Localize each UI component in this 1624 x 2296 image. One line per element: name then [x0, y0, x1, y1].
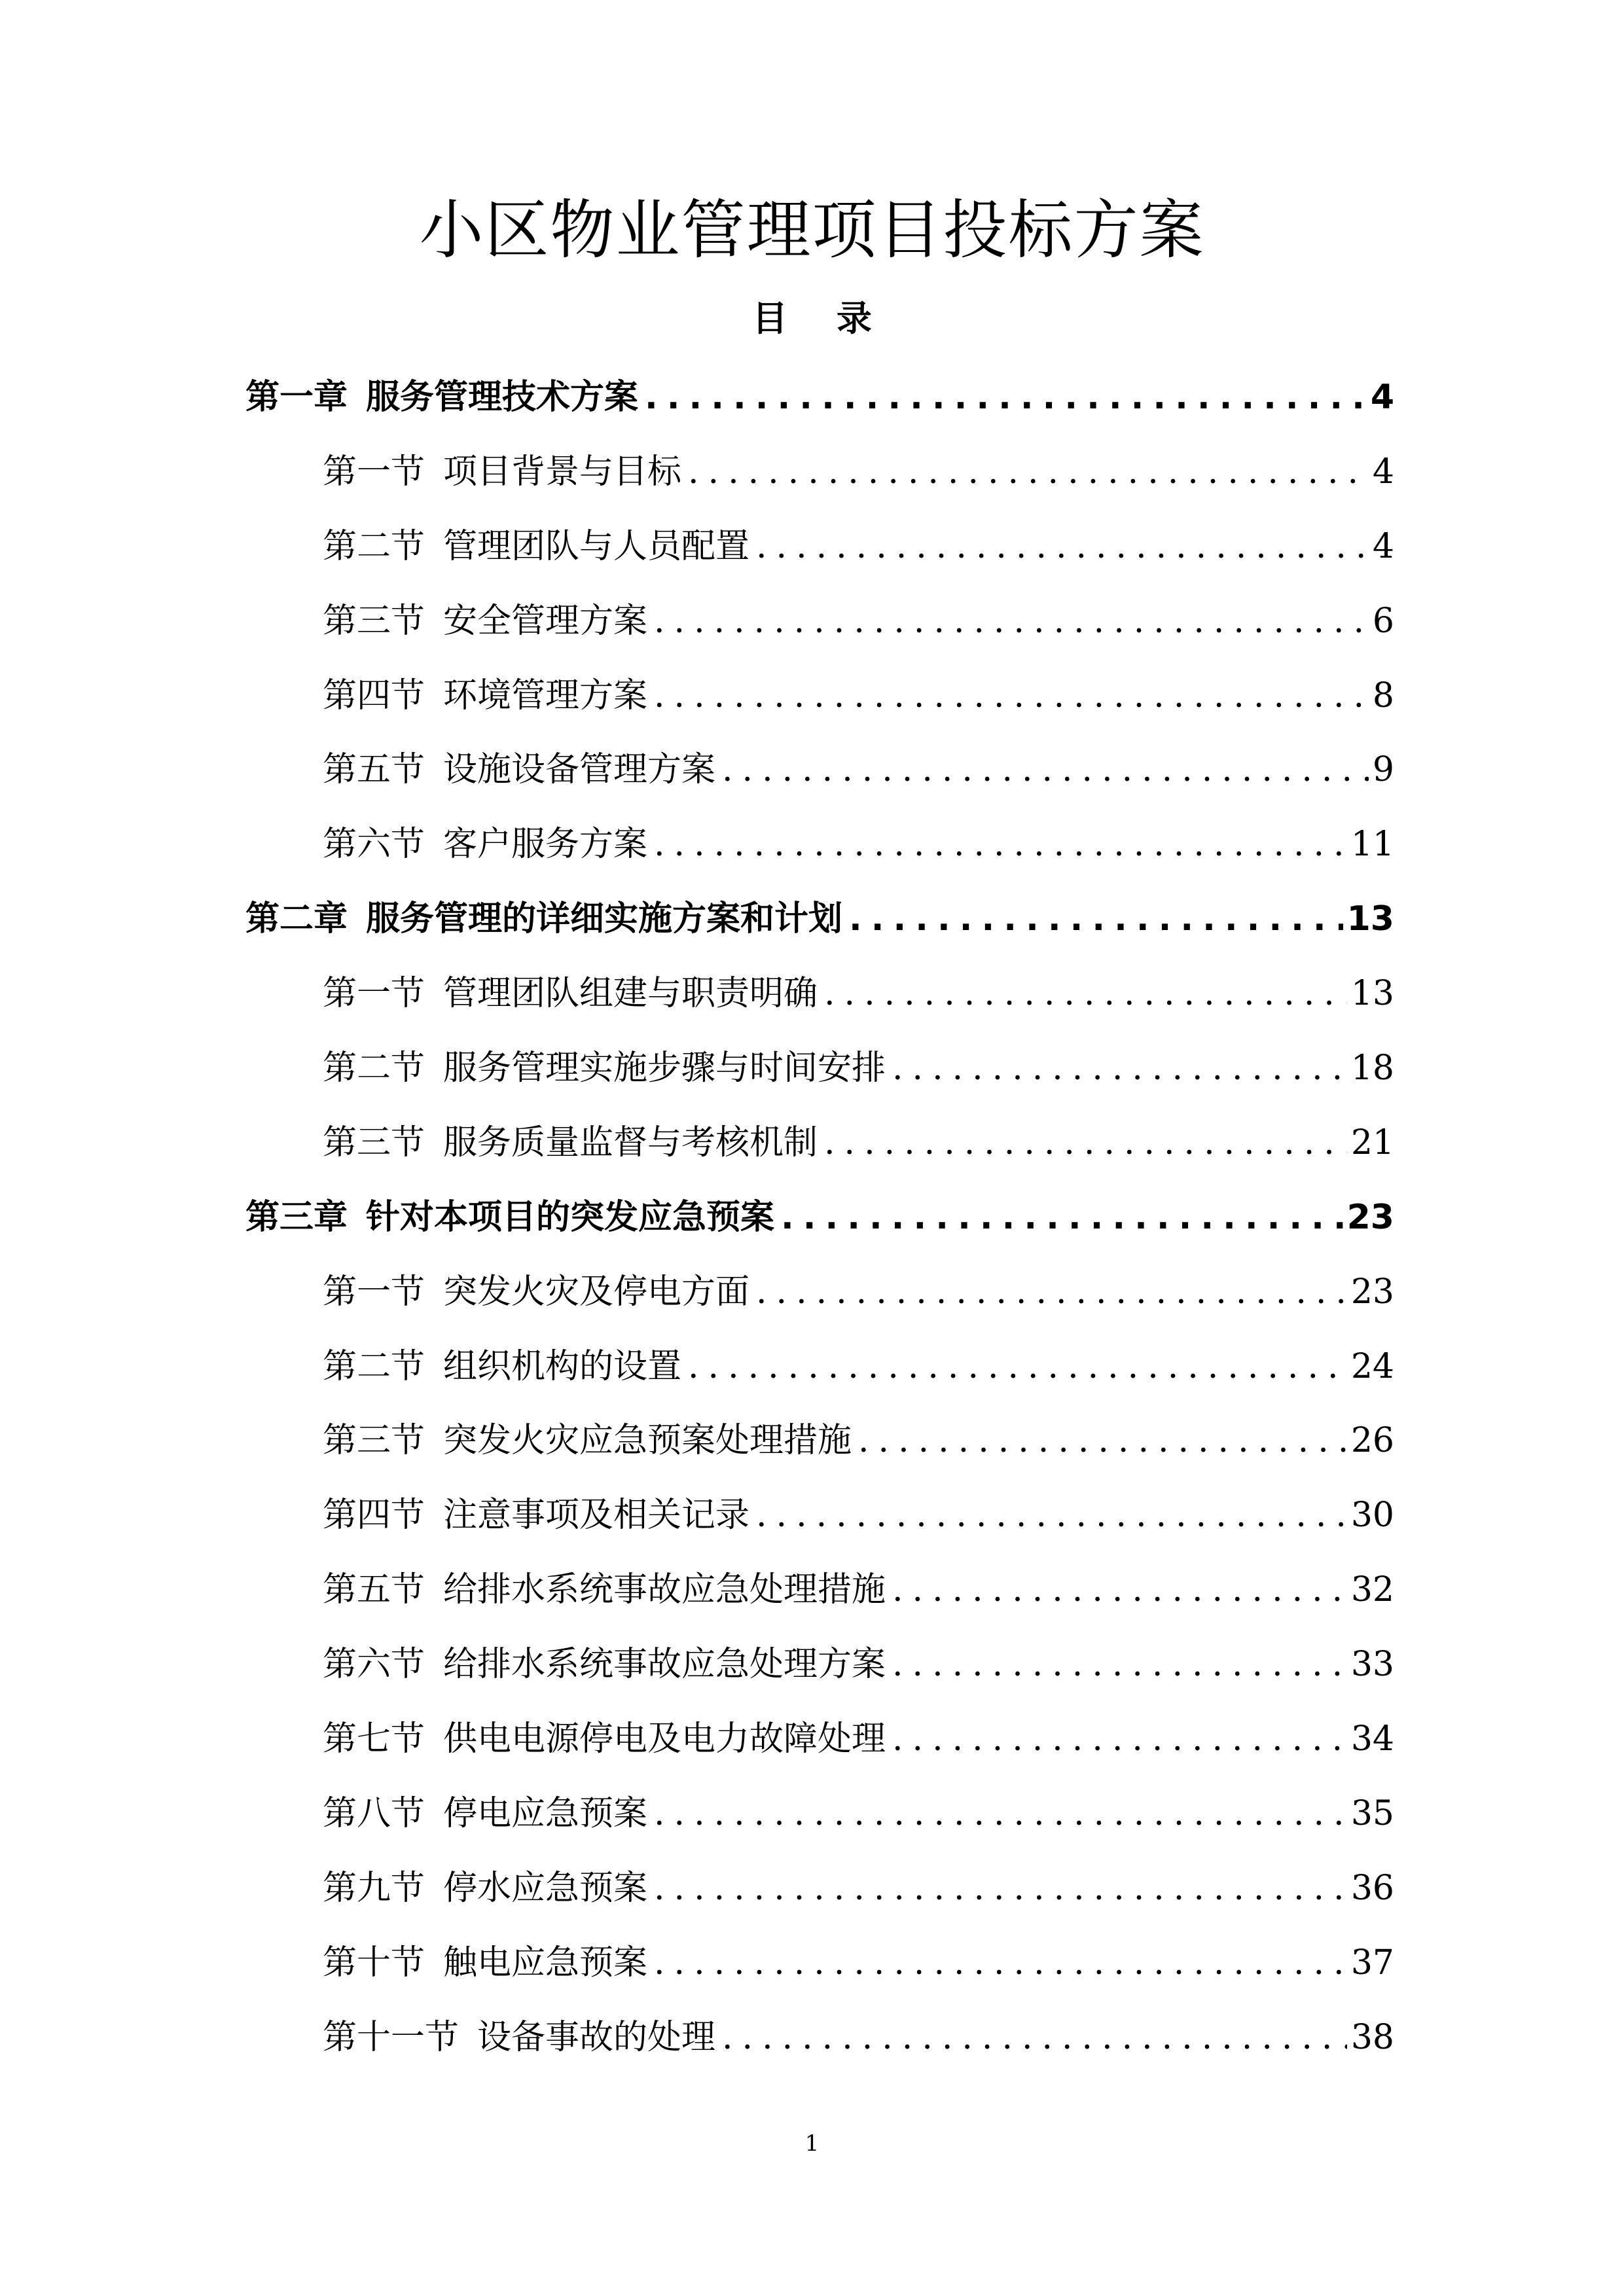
- toc-section-entry[interactable]: [245, 516, 1394, 590]
- toc-section-entry[interactable]: [245, 1484, 1394, 1559]
- toc-entry-number: 第七节: [323, 1719, 425, 1759]
- toc-entry-label: [323, 665, 647, 726]
- toc-entry-number: 第二节: [323, 1346, 425, 1386]
- toc-entry-page: 23: [1350, 1272, 1394, 1312]
- toc-dot-leader: [756, 1484, 1347, 1546]
- toc-chapter-entry[interactable]: [245, 367, 1394, 441]
- toc-section-entry[interactable]: [245, 1559, 1394, 1634]
- toc-entry-title: 服务管理技术方案: [366, 378, 639, 417]
- toc-entry-title: 管理团队组建与职责明确: [443, 974, 818, 1014]
- toc-entry-label: [323, 1559, 886, 1621]
- toc-entry-title: 组织机构的设置: [443, 1346, 682, 1386]
- toc-entry-label: [323, 1708, 886, 1770]
- toc-section-entry[interactable]: [245, 1037, 1394, 1112]
- toc-entry-label: [323, 1932, 647, 1994]
- toc-entry-page: 4: [1370, 378, 1394, 417]
- toc-entry-label: [323, 1336, 681, 1397]
- toc-entry-page: 38: [1350, 2017, 1394, 2057]
- toc-entry-label: [323, 1037, 886, 1099]
- toc-heading: 目 录: [752, 298, 890, 339]
- toc-entry-number: 第六节: [323, 825, 425, 865]
- toc-section-entry[interactable]: [245, 1783, 1394, 1857]
- toc-dot-leader: [892, 1559, 1347, 1621]
- document-title: 小区物业管理项目投标方案: [419, 193, 1205, 268]
- toc-entry-number: 第一章: [245, 378, 348, 417]
- toc-entry-page: 35: [1350, 1793, 1394, 1833]
- toc-entry-label: [323, 1634, 886, 1695]
- toc-entry-title: 供电电源停电及电力故障处理: [443, 1719, 886, 1759]
- toc-dot-leader: [654, 814, 1347, 875]
- toc-dot-leader: [645, 367, 1367, 428]
- toc-section-entry[interactable]: [245, 1410, 1394, 1484]
- toc-entry-page: 23: [1346, 1197, 1394, 1237]
- toc-entry-number: 第一节: [323, 452, 425, 492]
- toc-entry-title: 项目背景与目标: [443, 452, 682, 492]
- toc-entry-page: 4: [1372, 452, 1394, 492]
- toc-entry-title: 管理团队与人员配置: [443, 526, 750, 566]
- toc-dot-leader: [892, 1634, 1347, 1695]
- toc-entry-title: 突发火灾应急预案处理措施: [443, 1421, 852, 1461]
- toc-dot-leader: [892, 1037, 1347, 1099]
- toc-entry-page: 33: [1350, 1645, 1394, 1685]
- toc-section-entry[interactable]: [245, 814, 1394, 888]
- toc-entry-title: 给排水系统事故应急处理方案: [443, 1645, 886, 1685]
- toc-entry-page: 32: [1350, 1570, 1394, 1610]
- toc-dot-leader: [688, 441, 1369, 503]
- toc-entry-number: 第六节: [323, 1645, 425, 1685]
- toc-entry-label: [323, 441, 681, 503]
- toc-entry-number: 第一节: [323, 1272, 425, 1312]
- toc-entry-label: [323, 963, 818, 1024]
- toc-dot-leader: [688, 1336, 1347, 1397]
- toc-entry-label: [323, 1783, 647, 1844]
- toc-chapter-entry[interactable]: [245, 888, 1394, 963]
- toc-dot-leader: [824, 1112, 1347, 1174]
- toc-entry-page: 21: [1350, 1122, 1394, 1162]
- toc-chapter-entry[interactable]: [245, 1187, 1394, 1261]
- toc-section-entry[interactable]: [245, 441, 1394, 516]
- toc-entry-number: 第三节: [323, 1122, 425, 1162]
- toc-entry-page: 8: [1372, 675, 1394, 715]
- toc-dot-leader: [722, 2007, 1347, 2068]
- toc-entry-label: [245, 1187, 774, 1248]
- toc-section-entry[interactable]: [245, 2007, 1394, 2081]
- toc-entry-number: 第九节: [323, 1868, 425, 1908]
- toc-entry-page: 36: [1350, 1868, 1394, 1908]
- toc-entry-number: 第四节: [323, 675, 425, 715]
- toc-entry-label: [323, 814, 647, 875]
- toc-entry-page: 18: [1350, 1049, 1394, 1088]
- toc-entry-page: 6: [1372, 601, 1394, 641]
- toc-entry-number: 第一节: [323, 974, 425, 1014]
- toc-entry-page: 30: [1350, 1496, 1394, 1535]
- toc-dot-leader: [654, 590, 1369, 652]
- toc-dot-leader: [654, 1857, 1347, 1919]
- toc-entry-label: [323, 1857, 647, 1919]
- table-of-contents: [245, 367, 1394, 2081]
- toc-entry-page: 13: [1350, 974, 1394, 1014]
- toc-entry-title: 服务质量监督与考核机制: [443, 1122, 818, 1162]
- toc-entry-page: 26: [1350, 1421, 1394, 1461]
- toc-entry-title: 注意事项及相关记录: [443, 1496, 750, 1535]
- toc-dot-leader: [892, 1708, 1347, 1770]
- toc-entry-page: 11: [1350, 825, 1394, 865]
- toc-section-entry[interactable]: [245, 1336, 1394, 1410]
- toc-entry-title: 设备事故的处理: [477, 2017, 716, 2057]
- toc-entry-title: 针对本项目的突发应急预案: [366, 1197, 775, 1237]
- toc-entry-title: 设施设备管理方案: [443, 750, 716, 790]
- toc-entry-title: 客户服务方案: [443, 825, 648, 865]
- toc-section-entry[interactable]: [245, 1112, 1394, 1187]
- toc-section-entry[interactable]: [245, 590, 1394, 665]
- toc-entry-label: [323, 516, 749, 577]
- toc-section-entry[interactable]: [245, 963, 1394, 1037]
- toc-section-entry[interactable]: [245, 1261, 1394, 1336]
- toc-entry-page: 37: [1350, 1943, 1394, 1982]
- toc-entry-title: 服务管理实施步骤与时间安排: [443, 1049, 886, 1088]
- toc-dot-leader: [722, 739, 1369, 800]
- toc-section-entry[interactable]: [245, 1857, 1394, 1932]
- toc-entry-page: 4: [1372, 526, 1394, 566]
- toc-section-entry[interactable]: [245, 1708, 1394, 1783]
- toc-dot-leader: [858, 1410, 1347, 1471]
- toc-entry-number: 第二章: [245, 899, 348, 939]
- toc-entry-title: 给排水系统事故应急处理措施: [443, 1570, 886, 1610]
- toc-entry-title: 服务管理的详细实施方案和计划: [366, 899, 843, 939]
- toc-entry-label: [323, 1410, 852, 1471]
- toc-entry-number: 第八节: [323, 1793, 425, 1833]
- toc-section-entry[interactable]: [245, 1634, 1394, 1708]
- toc-entry-label: [245, 367, 638, 428]
- toc-entry-number: 第二节: [323, 526, 425, 566]
- toc-entry-number: 第十节: [323, 1943, 425, 1982]
- toc-entry-number: 第四节: [323, 1496, 425, 1535]
- toc-entry-page: 24: [1350, 1346, 1394, 1386]
- toc-dot-leader: [824, 963, 1347, 1024]
- toc-section-entry[interactable]: [245, 1932, 1394, 2007]
- toc-entry-title: 停电应急预案: [443, 1793, 648, 1833]
- toc-entry-page: 34: [1350, 1719, 1394, 1759]
- toc-entry-title: 触电应急预案: [443, 1943, 648, 1982]
- toc-dot-leader: [849, 888, 1343, 950]
- toc-dot-leader: [756, 516, 1369, 577]
- toc-entry-label: [245, 888, 842, 950]
- toc-entry-number: 第三节: [323, 601, 425, 641]
- toc-entry-number: 第十一节: [323, 2017, 460, 2057]
- toc-entry-title: 突发火灾及停电方面: [443, 1272, 750, 1312]
- toc-entry-number: 第三节: [323, 1421, 425, 1461]
- toc-entry-title: 环境管理方案: [443, 675, 648, 715]
- toc-entry-label: [323, 2007, 715, 2068]
- toc-entry-number: 第五节: [323, 750, 425, 790]
- toc-entry-page: 13: [1346, 899, 1394, 939]
- toc-dot-leader: [654, 1783, 1347, 1844]
- toc-entry-label: [323, 739, 715, 800]
- toc-section-entry[interactable]: [245, 739, 1394, 814]
- toc-entry-number: 第三章: [245, 1197, 348, 1237]
- toc-entry-title: 停水应急预案: [443, 1868, 648, 1908]
- toc-section-entry[interactable]: [245, 665, 1394, 740]
- toc-entry-page: 9: [1372, 750, 1394, 790]
- toc-dot-leader: [654, 665, 1369, 726]
- page-number: 1: [804, 2130, 820, 2157]
- toc-entry-title: 安全管理方案: [443, 601, 648, 641]
- toc-entry-number: 第五节: [323, 1570, 425, 1610]
- toc-entry-number: 第二节: [323, 1049, 425, 1088]
- toc-entry-label: [323, 1112, 818, 1174]
- toc-entry-label: [323, 1261, 749, 1323]
- toc-dot-leader: [781, 1187, 1343, 1248]
- toc-entry-label: [323, 590, 647, 652]
- toc-entry-label: [323, 1484, 749, 1546]
- toc-dot-leader: [756, 1261, 1347, 1323]
- toc-dot-leader: [654, 1932, 1347, 1994]
